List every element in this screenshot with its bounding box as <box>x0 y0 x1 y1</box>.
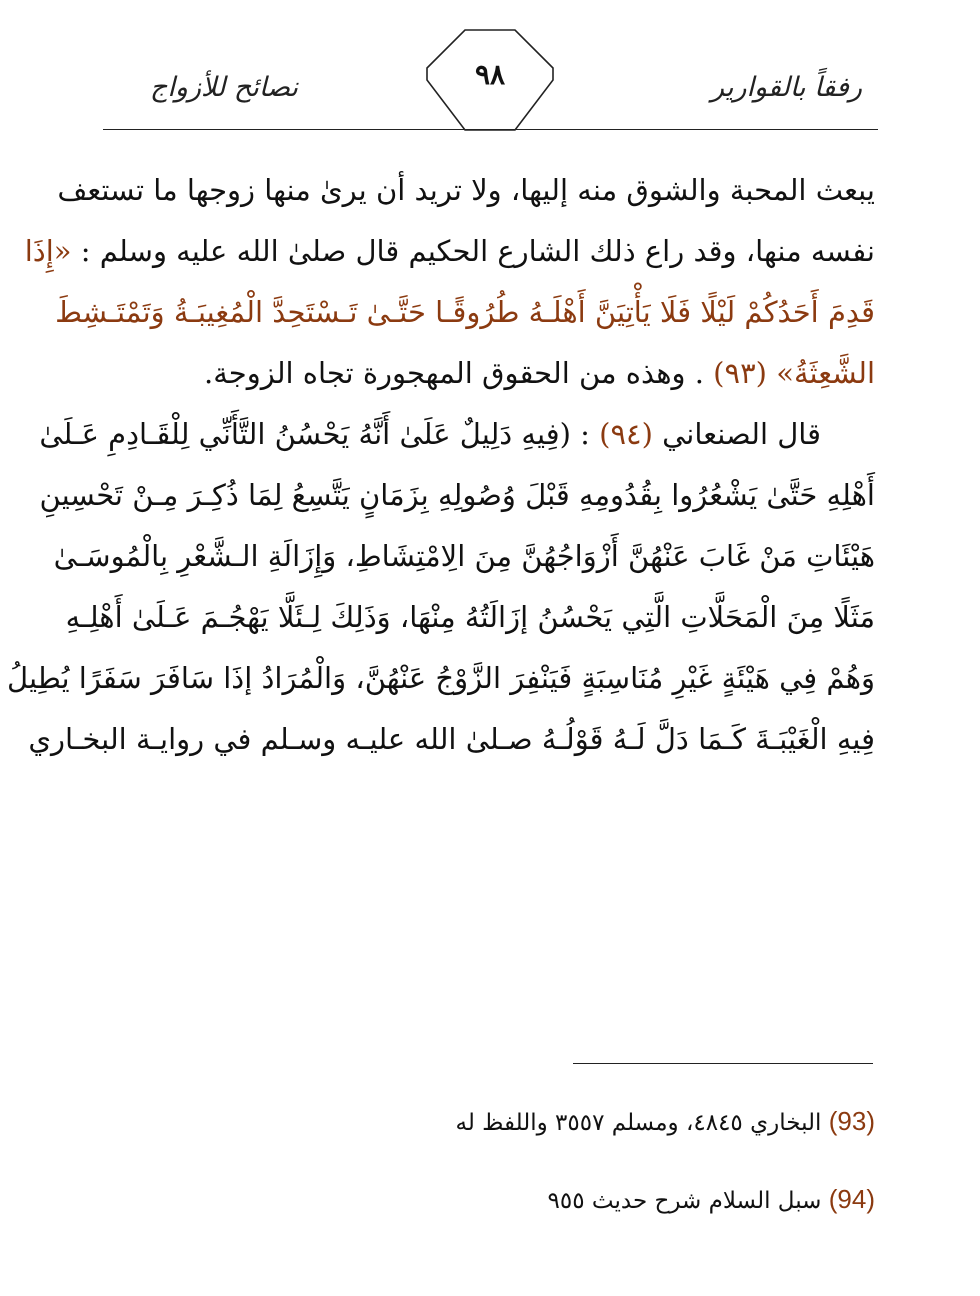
text-line-4 <box>100 343 875 404</box>
text-line-9: وَهُمْ فِي هَيْئَةٍ غَيْرِ مُنَاسِبَةٍ فَيَنْفِرَ الزَّوْجُ عَنْهُنَّ، وَالْمُرَادُ إذَا سَافَرَ سَفَرًا يُطِيلُ <box>6 661 875 695</box>
page-number: ٩٨ <box>474 58 506 91</box>
footnote-94 <box>375 1173 875 1225</box>
line-4-text: . وهذه من الحقوق المهجورة تجاه الزوجة. <box>204 356 704 390</box>
page-number-badge <box>425 28 555 132</box>
line-2-text: نفسه منها، وقد راع ذلك الشارع الحكيم قال صلىٰ الله عليه وسلم : <box>80 234 875 268</box>
text-line-8: مَثَلًا مِنَ الْمَحَلَّاتِ الَّتِي يَحْسُنُ إزَالَتُهُ مِنْهَا، وَذَلِكَ لِـئَلَّا يَهْجُـمَ عَـلَىٰ أَهْلِـهِ <box>65 600 875 634</box>
main-text <box>6 160 875 770</box>
footnote-rule <box>573 1063 873 1064</box>
text-line-10: فِيهِ الْغَيْبَـةَ كَـمَا دَلَّ لَـهُ قَوْلُـهُ صـلىٰ الله عليـه وسـلم في روايـة البخـاري <box>28 722 875 756</box>
text-line-1: يبعث المحبة والشوق منه إليها، ولا تريد أن يرىٰ منها زوجها ما تستعف <box>57 173 875 207</box>
line-5-text-a: قال الصنعاني <box>662 417 821 451</box>
header-rule <box>103 129 878 130</box>
hadith-quote-end: الشَّعِثَةُ» <box>776 356 875 390</box>
footnote-ref-94[interactable]: (٩٤) <box>599 417 653 451</box>
hadith-line: قَدِمَ أَحَدُكُمْ لَيْلًا فَلَا يَأْتِيَنَّ أَهْلَـهُ طُرُوقًـا حَتَّـىٰ تَـسْتَحِدَّ الْمُغِيبَـةُ وَتَمْتَـشِطَ <box>55 295 875 329</box>
footnotes <box>375 1095 875 1251</box>
text-line-6: أَهْلِهِ حَتَّىٰ يَشْعُرُوا بِقُدُومِهِ قَبْلَ وُصُولِهِ بِزَمَانٍ يَتَّسِعُ لِمَا ذُكِـرَ مِـنْ تَحْسِينِ <box>39 478 875 512</box>
header-book-title: رفقاً بالقوارير <box>711 72 862 103</box>
footnote-mark: (93) <box>828 1106 875 1136</box>
header-chapter-title: نصائح للأزواج <box>150 72 299 103</box>
footnote-mark: (94) <box>828 1184 875 1214</box>
footnote-93 <box>375 1095 875 1147</box>
line-5-text-b: : (فِيهِ دَلِيلٌ عَلَىٰ أَنَّهُ يَحْسُنُ التَّأَنِّي لِلْقَـادِمِ عَـلَىٰ <box>39 417 590 451</box>
footnote-ref-93[interactable]: (٩٣) <box>713 356 767 390</box>
text-line-7: هَيْئَاتِ مَنْ غَابَ عَنْهُنَّ أَزْوَاجُهُنَّ مِنَ الِامْتِشَاطِ، وَإِزَالَةِ الـشَّعْرِ بِالْمُوسَـىٰ <box>53 539 875 573</box>
text-line-5 <box>39 404 875 465</box>
footnote-text: البخاري ٤٨٤٥، ومسلم ٣٥٥٧ واللفظ له <box>455 1110 822 1136</box>
footnote-text: سبل السلام شرح حديث ٩٥٥ <box>547 1188 822 1214</box>
text-line-2 <box>24 221 875 282</box>
hadith-quote-start: «إِذَا <box>24 234 72 268</box>
